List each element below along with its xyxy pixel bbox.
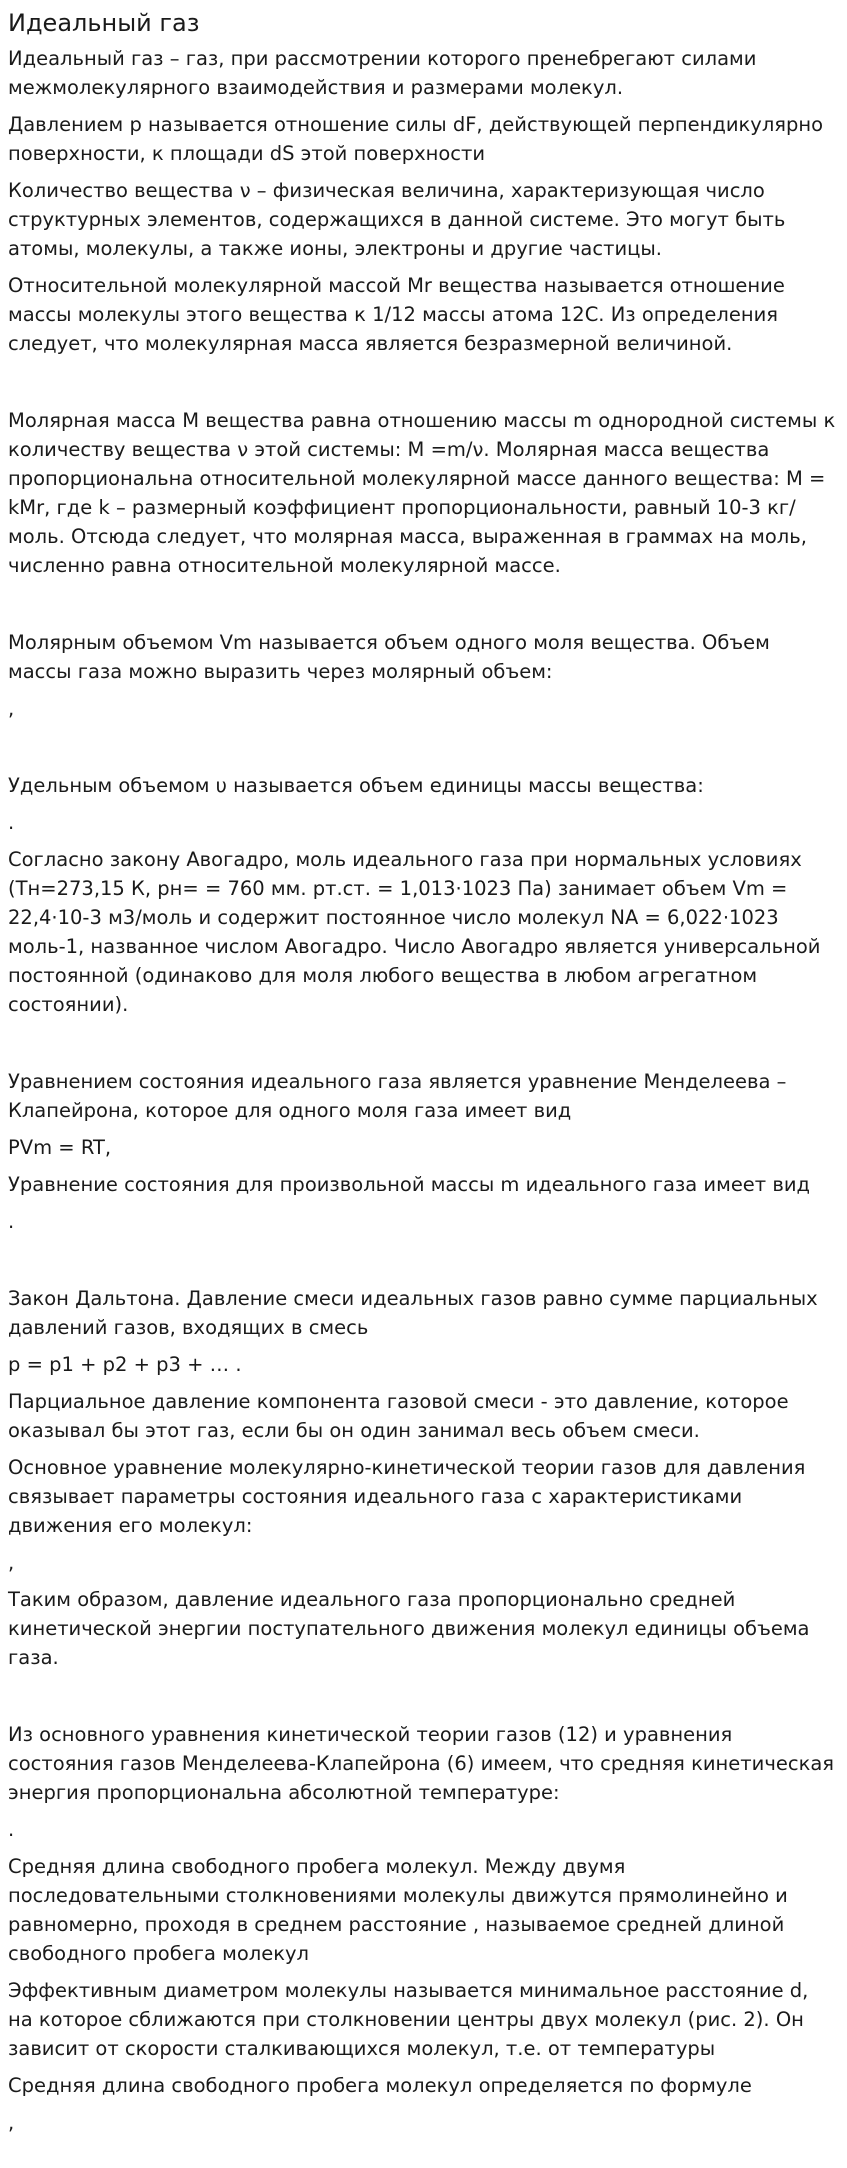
paragraph-mean-free-path: Средняя длина свободного пробега молекул. Между двумя последовательными столкновениями молекулы движутся прямолинейно и равномерно, проходя в среднем расстояние , называемое средней длиной свободного пробега молекул [8, 1855, 788, 1965]
paragraph-pressure-definition: Давлением р называется отношение силы dF, действующей перпендикулярно поверхности, к площади dS этой поверхности [8, 113, 824, 165]
paragraph-dalton-law: Закон Дальтона. Давление смеси идеальных газов равно сумме парциальных давлений газов, входящих в смесь [8, 1287, 818, 1339]
paragraph-pressure-kinetic-energy: Таким образом, давление идеального газа пропорционально средней кинетической энергии поступательного движения молекул единицы объема газа. [8, 1588, 810, 1669]
paragraph-avogadro-law: Согласно закону Авогадро, моль идеального газа при нормальных условиях (Тн=273,15 К, рн= = 760 мм. рт.ст. = 1,013·1023 Па) занимает объем Vm = 22,4·10-3 м3/моль и содержит постоянное число молекул NA = 6,022·1023 моль-1, названное числом Авогадро. Число Авогадро является универсальной постоянной (одинаково для моля любого вещества в любом агрегатном состоянии). [8, 848, 821, 1016]
paragraph-kinetic-theory-equation: Основное уравнение молекулярно-кинетической теории газов для давления связывает параметры состояния идеального газа с характеристиками движения его молекул: [8, 1456, 806, 1537]
page-title: Идеальный газ [8, 9, 200, 37]
paragraph-effective-diameter: Эффективным диаметром молекулы называется минимальное расстояние d, на которое сближаются при столкновении центры двух молекул (рис. 2). Он зависит от скорости сталкивающихся молекул, т.е. от температуры [8, 1979, 809, 2060]
paragraph-molar-volume: Молярным объемом Vm называется объем одного моля вещества. Объем массы газа можно выразить через молярный объем: [8, 631, 770, 683]
paragraph-specific-volume: Удельным объемом υ называется объем единицы массы вещества: [8, 774, 704, 797]
paragraph-amount-of-substance: Количество вещества ν – физическая величина, характеризующая число структурных элементов, содержащихся в данной системе. Это могут быть атомы, молекулы, а также ионы, электроны и другие частицы. [8, 179, 786, 260]
paragraph-arbitrary-mass-state: Уравнение состояния для произвольной массы m идеального газа имеет вид [8, 1173, 811, 1196]
paragraph-mean-free-path-formula: Средняя длина свободного пробега молекул определяется по формуле [8, 2074, 752, 2097]
paragraph-energy-temperature: Из основного уравнения кинетической теории газов (12) и уравнения состояния газов Менделеева-Клапейрона (6) имеем, что средняя кинетическая энергия пропорциональна абсолютной температуре: [8, 1723, 835, 1804]
formula-placeholder-molar-volume: , [8, 697, 15, 720]
paragraph-equation-of-state: Уравнением состояния идеального газа является уравнение Менделеева – Клапейрона, которое для одного моля газа имеет вид [8, 1070, 787, 1122]
formula-placeholder-mean-free-path: , [8, 2111, 15, 2134]
formula-dalton-sum: p = p1 + p2 + p3 + … . [8, 1353, 242, 1376]
paragraph-ideal-gas-definition: Идеальный газ – газ, при рассмотрении которого пренебрегают силами межмолекулярного взаимодействия и размерами молекул. [8, 47, 757, 99]
article-body [8, 44, 837, 2137]
paragraph-molar-mass: Молярная масса М вещества равна отношению массы m однородной системы к количеству вещества ν этой системы: M =m/ν. Молярная масса вещества пропорциональна относительной молекулярной массе данного вещества: М = kMr, где k – размерный коэффициент пропорциональности, равный 10-3 кг/моль. Отсюда следует, что молярная масса, выраженная в граммах на моль, численно равна относительной молекулярной массе. [8, 409, 836, 577]
formula-placeholder-specific-volume: . [8, 811, 15, 834]
paragraph-relative-molecular-mass: Относительной молекулярной массой Mr вещества называется отношение массы молекулы этого вещества к 1/12 массы атома 12С. Из определения следует, что молекулярная масса является безразмерной величиной. [8, 274, 785, 355]
formula-placeholder-energy-temperature: . [8, 1818, 15, 1841]
formula-mendeleev-clapeyron: PVm = RT, [8, 1136, 112, 1159]
formula-placeholder-arbitrary-mass: . [8, 1210, 15, 1233]
paragraph-partial-pressure: Парциальное давление компонента газовой смеси - это давление, которое оказывал бы этот газ, если бы он один занимал весь объем смеси. [8, 1390, 789, 1442]
formula-placeholder-kinetic-pressure: , [8, 1551, 15, 1574]
